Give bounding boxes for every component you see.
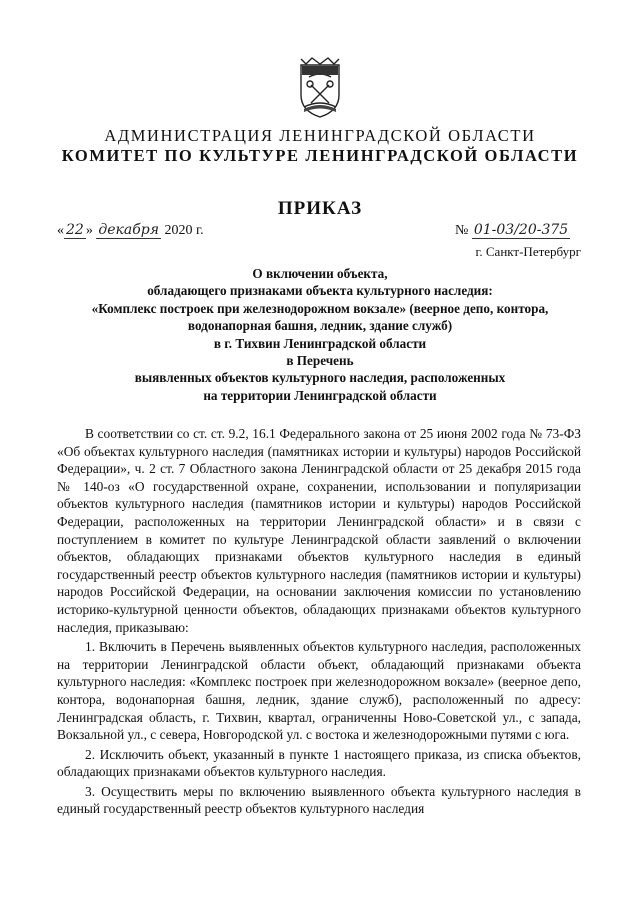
document-date — [57, 222, 204, 239]
organization-name-line1: АДМИНИСТРАЦИЯ ЛЕНИНГРАДСКОЙ ОБЛАСТИ — [104, 126, 536, 145]
title-line: на территории Ленинградской области — [203, 387, 437, 403]
clause-3: 3. Осуществить меры по включению выявленного объекта культурного наследия в единый государственный реестр объектов культурного наследия — [57, 783, 581, 817]
date-open-quote: « — [57, 223, 64, 238]
date-month: декабря — [98, 222, 159, 238]
coat-of-arms-icon — [298, 55, 342, 119]
title-line: обладающего признаками объекта культурного наследия: — [147, 283, 493, 299]
title-line: в г. Тихвин Ленинградской области — [213, 335, 427, 351]
organization-name-line2: КОМИТЕТ ПО КУЛЬТУРЕ ЛЕНИНГРАДСКОЙ ОБЛАСТИ — [61, 146, 579, 165]
document-type-heading: ПРИКАЗ — [277, 198, 363, 219]
document-title — [60, 265, 580, 404]
title-line: в Перечень — [286, 353, 354, 369]
title-line: выявленных объектов культурного наследия, расположенных — [134, 370, 506, 386]
date-close-quote: » — [85, 223, 93, 238]
number-label: № — [455, 223, 469, 238]
preamble-paragraph: В соответствии со ст. ст. 9.2, 16.1 Федерального закона от 25 июня 2002 года № 73-ФЗ «Об объектах культурного наследия (памятниках истории и культуры) народов Российской Федерации», ч. 2 ст. 7 Областного закона Ленинградской области от 25 декабря 2015 года № 140-оз «О государственной охране, сохранении, использовании и популяризации объектов культурного наследия (памятников истории и культуры) народов Российской Федерации, расположенных на территории Ленинградской области» и в связи с поступлением в комитет по культуре Ленинградской области заявлений о включении объектов, обладающих признаками объектов культурного наследия в единый государственный реестр объектов культурного наследия (памятников истории и культуры) народов Российской Федерации, на основании заключения комиссии по установлению историко-культурной ценности объектов, обладающих признаками объектов культурного наследия, приказываю: — [57, 426, 581, 635]
number-value: 01-03/20-375 — [473, 222, 569, 238]
document-number — [455, 222, 570, 239]
clause-1: 1. Включить в Перечень выявленных объектов культурного наследия, расположенных на территории Ленинградской области объект, обладающий признаками объекта культурного наследия: «Комплекс построек при железнодорожном вокзале» (веерное депо, контора, водонапорная башня, ледник, здание служб), расположенный по адресу: Ленинградская область, г. Тихвин, квартал, ограниченны Ново-Советской ул., с запада, Вокзальной ул., с севера, Новгородской ул. с востока и железнодорожными путями с юга. — [57, 639, 581, 743]
date-year: 2020 г. — [164, 223, 204, 238]
document-place: г. Санкт-Петербург — [475, 244, 581, 259]
document-body — [57, 425, 581, 818]
title-line: О включении объекта, — [252, 266, 388, 281]
title-line: водонапорная башня, ледник, здание служб) — [187, 318, 453, 334]
date-day: 22 — [66, 222, 84, 238]
title-line: «Комплекс построек при железнодорожном вокзале» (веерное депо, контора, — [91, 300, 549, 316]
clause-2: 2. Исключить объект, указанный в пункте 1 настоящего приказа, из списка объектов, обладающих признаками объектов культурного наследия. — [57, 746, 581, 780]
